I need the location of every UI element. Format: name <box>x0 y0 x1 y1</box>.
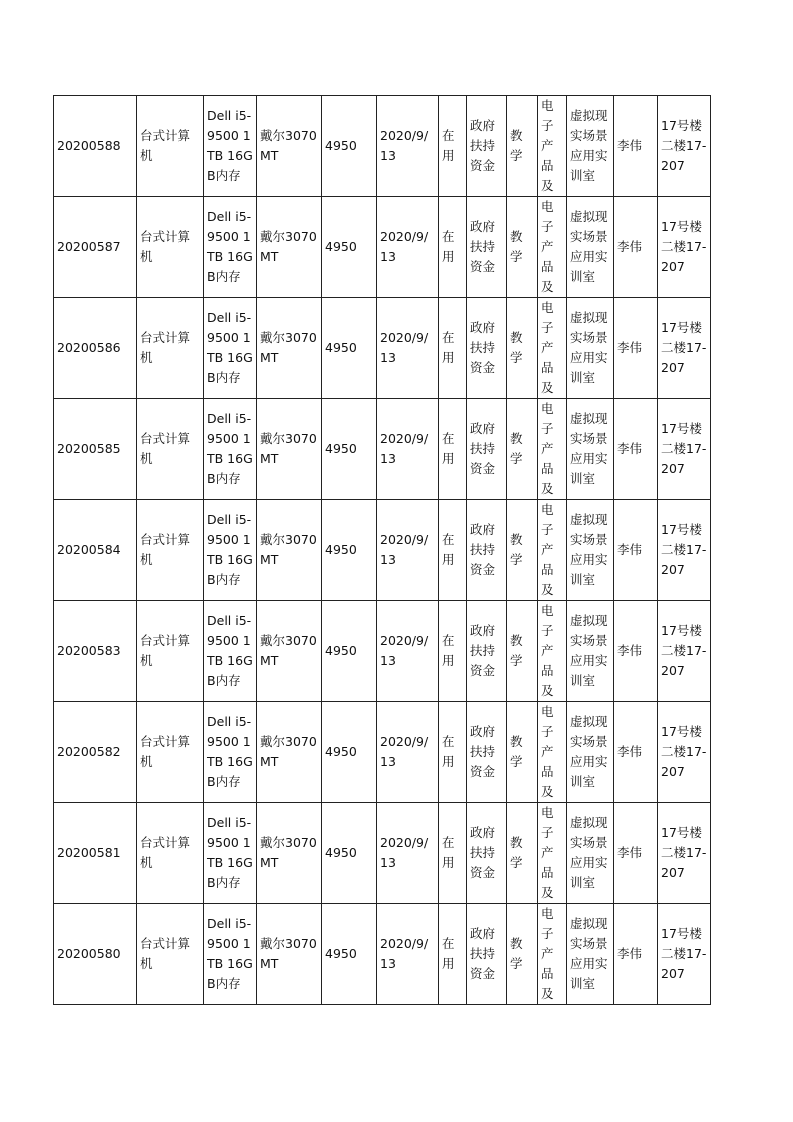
cell-usage: 教学 <box>507 399 538 500</box>
cell-asset-name: 台式计算机 <box>137 500 204 601</box>
cell-location: 17号楼二楼17-207 <box>658 904 711 1005</box>
cell-usage: 教学 <box>507 500 538 601</box>
cell-asset-name: 台式计算机 <box>137 96 204 197</box>
cell-location: 17号楼二楼17-207 <box>658 399 711 500</box>
cell-date: 2020/9/13 <box>377 197 439 298</box>
cell-department: 虚拟现实场景应用实训室 <box>567 399 614 500</box>
cell-brand-model: 戴尔3070MT <box>257 803 322 904</box>
cell-category: 电子产品及 <box>538 399 567 500</box>
cell-asset-id: 20200587 <box>54 197 137 298</box>
cell-asset-id: 20200582 <box>54 702 137 803</box>
cell-price: 4950 <box>322 298 377 399</box>
cell-asset-name: 台式计算机 <box>137 904 204 1005</box>
cell-date: 2020/9/13 <box>377 601 439 702</box>
cell-keeper: 李伟 <box>614 702 658 803</box>
table-row <box>54 298 711 399</box>
cell-spec: Dell i5-9500 1TB 16GB内存 <box>204 702 257 803</box>
asset-table <box>53 95 711 1005</box>
cell-brand-model: 戴尔3070MT <box>257 601 322 702</box>
cell-department: 虚拟现实场景应用实训室 <box>567 298 614 399</box>
cell-asset-id: 20200586 <box>54 298 137 399</box>
cell-department: 虚拟现实场景应用实训室 <box>567 702 614 803</box>
cell-location: 17号楼二楼17-207 <box>658 96 711 197</box>
cell-usage: 教学 <box>507 197 538 298</box>
cell-spec: Dell i5-9500 1TB 16GB内存 <box>204 298 257 399</box>
cell-status: 在用 <box>439 298 467 399</box>
cell-status: 在用 <box>439 96 467 197</box>
cell-price: 4950 <box>322 399 377 500</box>
cell-usage: 教学 <box>507 803 538 904</box>
cell-status: 在用 <box>439 601 467 702</box>
cell-fund-source: 政府扶持资金 <box>467 904 507 1005</box>
cell-keeper: 李伟 <box>614 197 658 298</box>
cell-price: 4950 <box>322 803 377 904</box>
cell-category: 电子产品及 <box>538 298 567 399</box>
cell-keeper: 李伟 <box>614 399 658 500</box>
cell-date: 2020/9/13 <box>377 702 439 803</box>
cell-department: 虚拟现实场景应用实训室 <box>567 197 614 298</box>
cell-asset-name: 台式计算机 <box>137 601 204 702</box>
cell-fund-source: 政府扶持资金 <box>467 96 507 197</box>
cell-fund-source: 政府扶持资金 <box>467 399 507 500</box>
cell-asset-id: 20200581 <box>54 803 137 904</box>
cell-brand-model: 戴尔3070MT <box>257 96 322 197</box>
cell-category: 电子产品及 <box>538 197 567 298</box>
cell-fund-source: 政府扶持资金 <box>467 803 507 904</box>
cell-fund-source: 政府扶持资金 <box>467 601 507 702</box>
cell-asset-name: 台式计算机 <box>137 298 204 399</box>
cell-location: 17号楼二楼17-207 <box>658 298 711 399</box>
table-row <box>54 96 711 197</box>
cell-status: 在用 <box>439 399 467 500</box>
cell-department: 虚拟现实场景应用实训室 <box>567 96 614 197</box>
cell-date: 2020/9/13 <box>377 904 439 1005</box>
cell-keeper: 李伟 <box>614 803 658 904</box>
cell-status: 在用 <box>439 702 467 803</box>
table-row <box>54 601 711 702</box>
cell-price: 4950 <box>322 904 377 1005</box>
cell-asset-name: 台式计算机 <box>137 702 204 803</box>
cell-spec: Dell i5-9500 1TB 16GB内存 <box>204 96 257 197</box>
cell-brand-model: 戴尔3070MT <box>257 298 322 399</box>
cell-location: 17号楼二楼17-207 <box>658 601 711 702</box>
cell-category: 电子产品及 <box>538 702 567 803</box>
cell-spec: Dell i5-9500 1TB 16GB内存 <box>204 399 257 500</box>
cell-fund-source: 政府扶持资金 <box>467 298 507 399</box>
cell-usage: 教学 <box>507 904 538 1005</box>
cell-keeper: 李伟 <box>614 500 658 601</box>
cell-category: 电子产品及 <box>538 803 567 904</box>
cell-brand-model: 戴尔3070MT <box>257 500 322 601</box>
cell-date: 2020/9/13 <box>377 500 439 601</box>
cell-asset-name: 台式计算机 <box>137 399 204 500</box>
cell-price: 4950 <box>322 197 377 298</box>
table-row <box>54 399 711 500</box>
cell-status: 在用 <box>439 500 467 601</box>
cell-keeper: 李伟 <box>614 298 658 399</box>
table-row <box>54 904 711 1005</box>
cell-spec: Dell i5-9500 1TB 16GB内存 <box>204 500 257 601</box>
cell-keeper: 李伟 <box>614 601 658 702</box>
cell-department: 虚拟现实场景应用实训室 <box>567 500 614 601</box>
cell-department: 虚拟现实场景应用实训室 <box>567 803 614 904</box>
cell-fund-source: 政府扶持资金 <box>467 702 507 803</box>
cell-brand-model: 戴尔3070MT <box>257 904 322 1005</box>
cell-status: 在用 <box>439 803 467 904</box>
cell-asset-id: 20200588 <box>54 96 137 197</box>
cell-date: 2020/9/13 <box>377 96 439 197</box>
cell-asset-name: 台式计算机 <box>137 197 204 298</box>
cell-category: 电子产品及 <box>538 601 567 702</box>
cell-status: 在用 <box>439 197 467 298</box>
cell-spec: Dell i5-9500 1TB 16GB内存 <box>204 904 257 1005</box>
cell-date: 2020/9/13 <box>377 298 439 399</box>
cell-spec: Dell i5-9500 1TB 16GB内存 <box>204 601 257 702</box>
cell-category: 电子产品及 <box>538 904 567 1005</box>
cell-fund-source: 政府扶持资金 <box>467 500 507 601</box>
cell-location: 17号楼二楼17-207 <box>658 702 711 803</box>
cell-category: 电子产品及 <box>538 96 567 197</box>
table-row <box>54 702 711 803</box>
cell-brand-model: 戴尔3070MT <box>257 197 322 298</box>
cell-asset-id: 20200584 <box>54 500 137 601</box>
table-row <box>54 500 711 601</box>
cell-brand-model: 戴尔3070MT <box>257 399 322 500</box>
cell-spec: Dell i5-9500 1TB 16GB内存 <box>204 803 257 904</box>
cell-location: 17号楼二楼17-207 <box>658 500 711 601</box>
cell-usage: 教学 <box>507 298 538 399</box>
cell-category: 电子产品及 <box>538 500 567 601</box>
cell-asset-id: 20200580 <box>54 904 137 1005</box>
cell-location: 17号楼二楼17-207 <box>658 197 711 298</box>
cell-status: 在用 <box>439 904 467 1005</box>
cell-department: 虚拟现实场景应用实训室 <box>567 601 614 702</box>
cell-keeper: 李伟 <box>614 904 658 1005</box>
cell-brand-model: 戴尔3070MT <box>257 702 322 803</box>
cell-location: 17号楼二楼17-207 <box>658 803 711 904</box>
cell-price: 4950 <box>322 601 377 702</box>
cell-usage: 教学 <box>507 702 538 803</box>
cell-date: 2020/9/13 <box>377 399 439 500</box>
cell-asset-name: 台式计算机 <box>137 803 204 904</box>
cell-price: 4950 <box>322 702 377 803</box>
cell-usage: 教学 <box>507 96 538 197</box>
table-row <box>54 803 711 904</box>
cell-keeper: 李伟 <box>614 96 658 197</box>
cell-usage: 教学 <box>507 601 538 702</box>
cell-asset-id: 20200583 <box>54 601 137 702</box>
cell-price: 4950 <box>322 500 377 601</box>
cell-asset-id: 20200585 <box>54 399 137 500</box>
cell-price: 4950 <box>322 96 377 197</box>
cell-spec: Dell i5-9500 1TB 16GB内存 <box>204 197 257 298</box>
cell-fund-source: 政府扶持资金 <box>467 197 507 298</box>
cell-date: 2020/9/13 <box>377 803 439 904</box>
cell-department: 虚拟现实场景应用实训室 <box>567 904 614 1005</box>
table-row <box>54 197 711 298</box>
